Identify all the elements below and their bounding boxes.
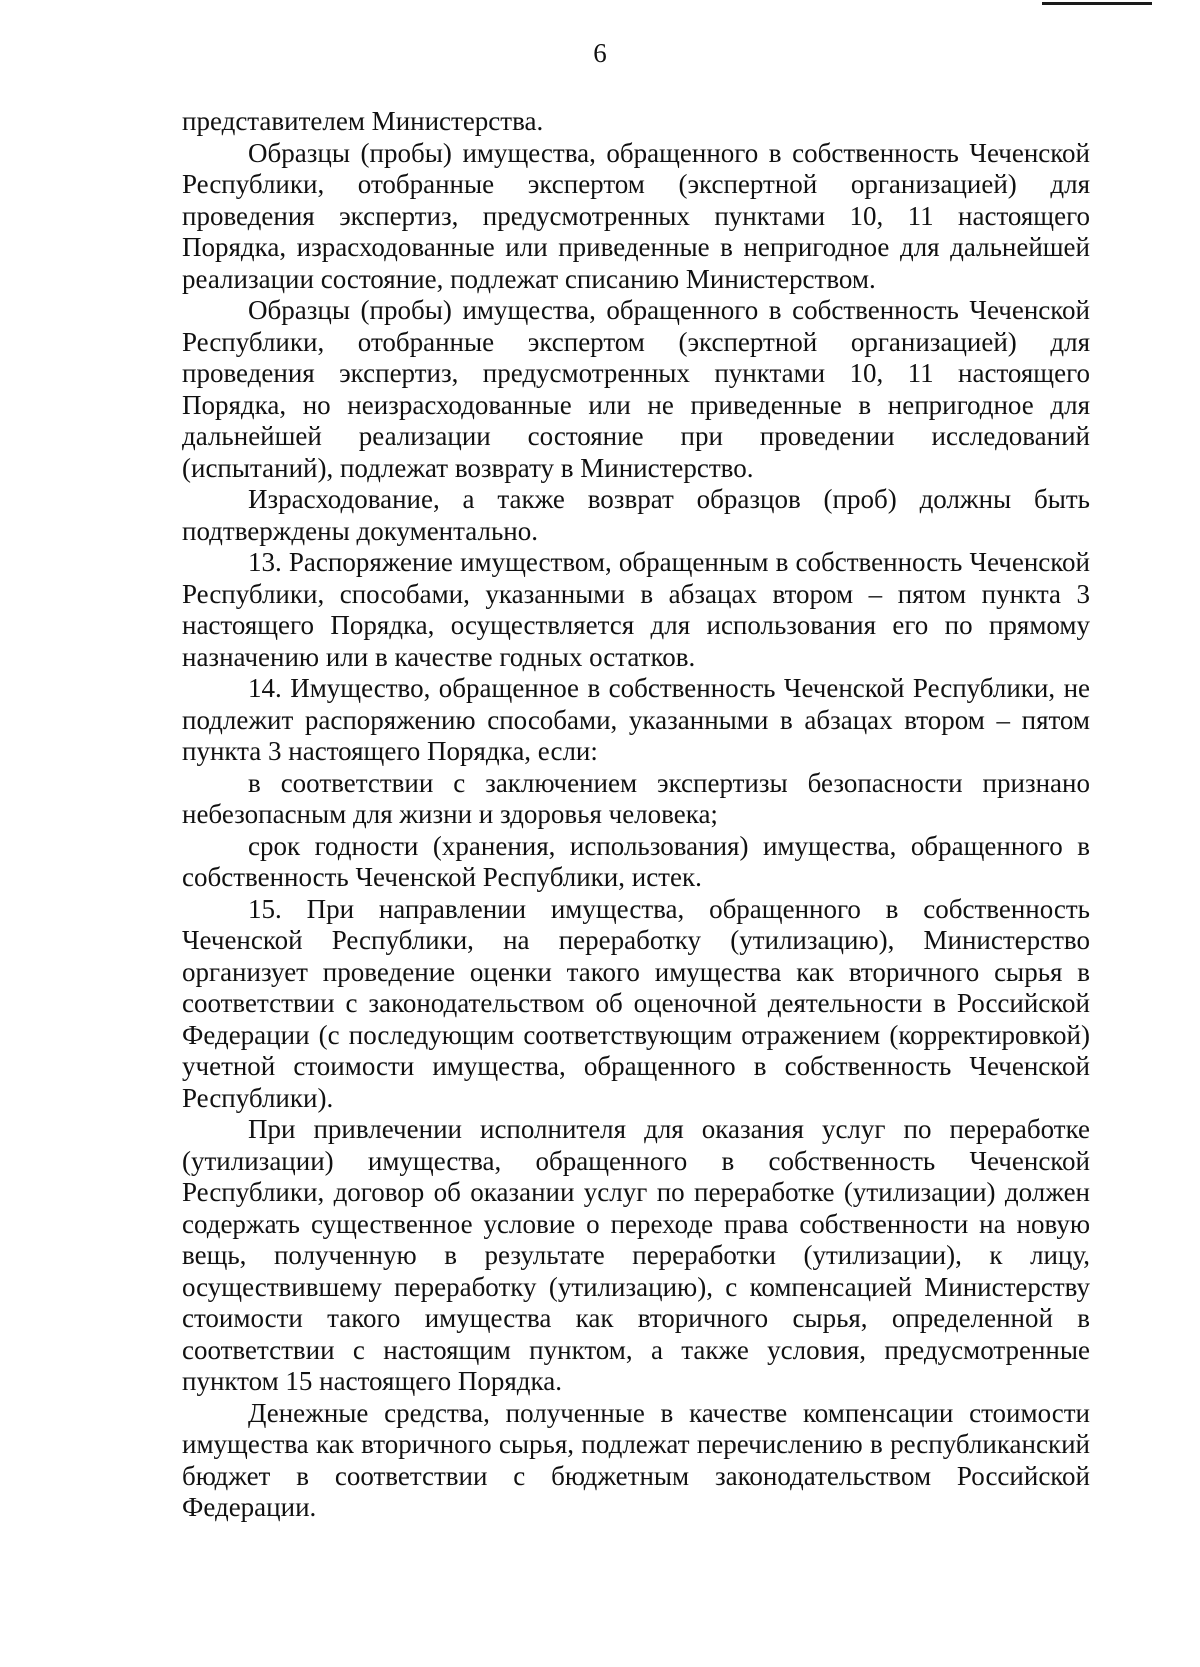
paragraph-item-15: 15. При направлении имущества, обращенного в собственность Чеченской Республики, на переработку (утилизацию), Министерство организует проведение оценки такого имущества как вторичного сырья в соответствии с законодательством об оценочной деятельности в Российской Федерации (с последующим соответствующим отражением (корректировкой) учетной стоимости имущества, обращенного в собственность Чеченской Республики). bbox=[182, 893, 1090, 1113]
paragraph-item-13: 13. Распоряжение имуществом, обращенным в собственность Чеченской Республики, способами, указанными в абзацах втором – пятом пункта 3 настоящего Порядка, осуществляется для использования его по прямому назначению или в качестве годных остатков. bbox=[182, 547, 1090, 672]
paragraph: Денежные средства, полученные в качестве компенсации стоимости имущества как вторичного сырья, подлежат перечислению в республиканский бюджет в соответствии с бюджетным законодательством Российской Федерации. bbox=[182, 1397, 1090, 1522]
paragraph-item-14: 14. Имущество, обращенное в собственность Чеченской Республики, не подлежит распоряжению способами, указанными в абзацах втором – пятом пункта 3 настоящего Порядка, если: bbox=[182, 673, 1090, 766]
page-number: 6 bbox=[593, 38, 607, 68]
paragraph: Израсходование, а также возврат образцов (проб) должны быть подтверждены документально. bbox=[182, 484, 1090, 546]
paragraph: Образцы (пробы) имущества, обращенного в собственность Чеченской Республики, отобранные экспертом (экспертной организацией) для проведения экспертиз, предусмотренных пунктами 10, 11 настоящего Порядка, но неизрасходованные или не приведенные в непригодное для дальнейшей реализации состояние при проведении исследований (испытаний), подлежат возврату в Министерство. bbox=[182, 295, 1090, 483]
paragraph: представителем Министерства. bbox=[182, 106, 544, 136]
document-body bbox=[182, 106, 1090, 1524]
paragraph: Образцы (пробы) имущества, обращенного в собственность Чеченской Республики, отобранные экспертом (экспертной организацией) для проведения экспертиз, предусмотренных пунктами 10, 11 настоящего Порядка, израсходованные или приведенные в непригодное для дальнейшей реализации состояние, подлежат списанию Министерством. bbox=[182, 137, 1090, 294]
paragraph: срок годности (хранения, использования) имущества, обращенного в собственность Чеченской Республики, истек. bbox=[182, 830, 1090, 892]
paragraph: При привлечении исполнителя для оказания услуг по переработке (утилизации) имущества, обращенного в собственность Чеченской Республики, договор об оказании услуг по переработке (утилизации) должен содержать существенное условие о переходе права собственности на новую вещь, полученную в результате переработки (утилизации), к лицу, осуществившему переработку (утилизацию), с компенсацией Министерству стоимости такого имущества как вторичного сырья, определенной в соответствии с настоящим пунктом, а также условия, предусмотренные пунктом 15 настоящего Порядка. bbox=[182, 1114, 1090, 1396]
paragraph: в соответствии с заключением экспертизы безопасности признано небезопасным для жизни и здоровья человека; bbox=[182, 767, 1090, 829]
header-rule bbox=[1042, 2, 1152, 5]
